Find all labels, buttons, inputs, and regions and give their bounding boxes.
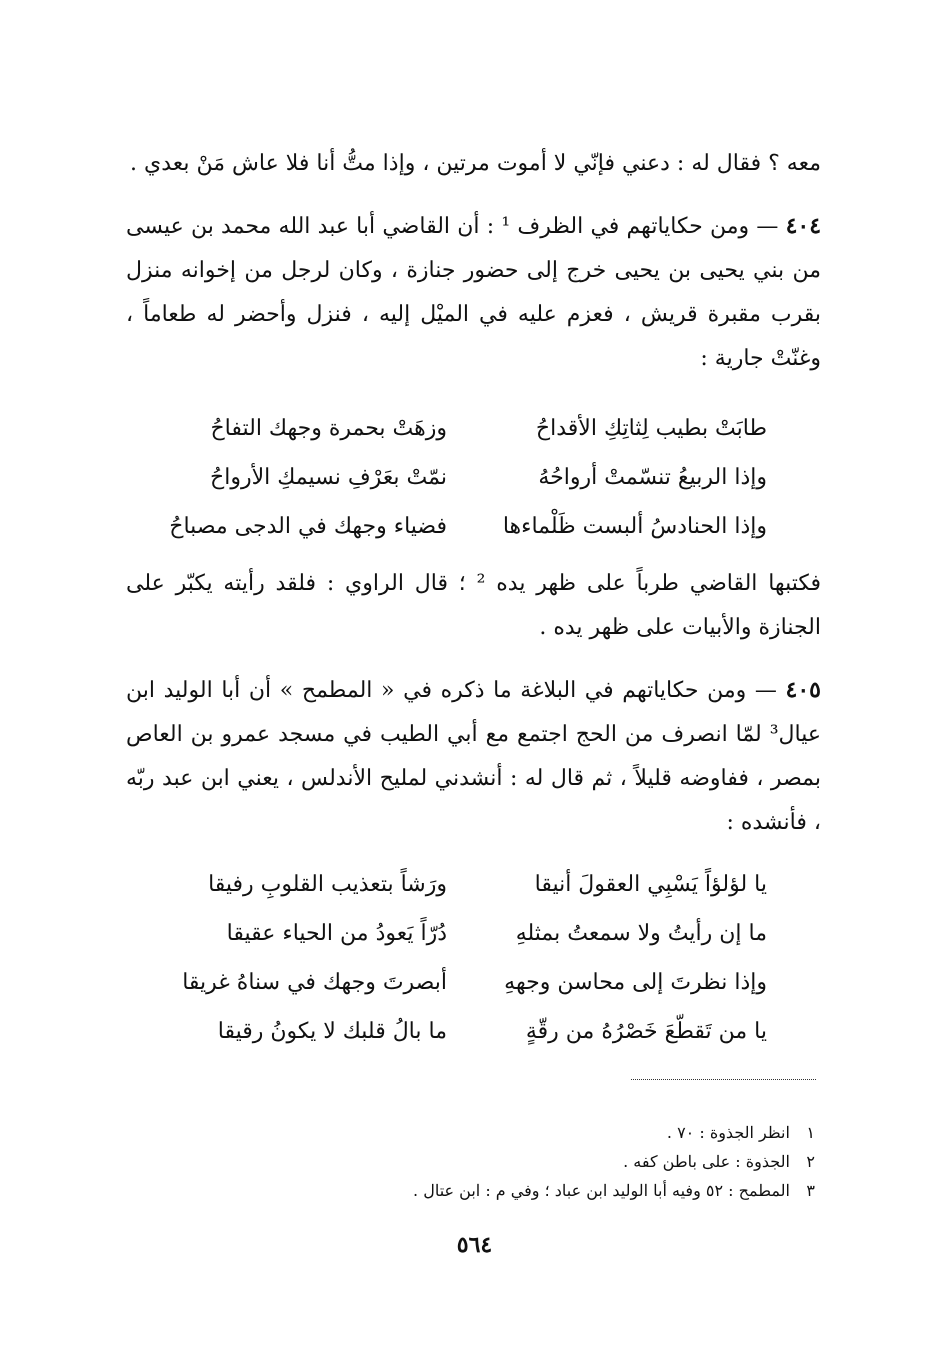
verse-second-hemistich: دُرّاً يَعودُ من الحياء عقيقا	[226, 921, 447, 946]
verse-second-hemistich: نمّتْ بعَرْفِ نسيمكِ الأرواحُ	[210, 465, 447, 490]
verse-first-hemistich: وإذا الربيعُ تنسّمتْ أرواحُهُ	[538, 465, 767, 490]
footnote-number: ٣	[806, 1181, 815, 1200]
paragraph-405	[126, 668, 821, 845]
page-number: ٥٦٤	[456, 1232, 493, 1258]
verse-second-hemistich: فضياء وجهك في الدجى مصباحُ	[169, 514, 447, 539]
paragraph-404	[126, 204, 821, 381]
verse-line	[167, 453, 767, 502]
verse-first-hemistich: ما إن رأيتُ ولا سمعتُ بمثلهِ	[515, 921, 767, 946]
verse-line	[167, 1007, 767, 1056]
paragraph-number: ٤٠٤	[785, 213, 822, 239]
paragraph-continuation	[126, 142, 821, 186]
verse-second-hemistich: وزهَتْ بحمرة وجهك التفاحُ	[210, 416, 447, 441]
verse-line	[167, 502, 767, 551]
footnote-number: ١	[806, 1123, 815, 1142]
verse-second-hemistich: أبصرتَ وجهك في سناهُ غريقا	[182, 970, 447, 995]
footnotes	[135, 1118, 815, 1205]
paragraph-number: ٤٠٥	[785, 677, 821, 703]
verse-line	[167, 404, 767, 453]
footnote	[135, 1147, 815, 1176]
footnote-divider	[631, 1079, 816, 1080]
verse-first-hemistich: وإذا الحنادسُ ألبست ظَلْماءها	[502, 514, 767, 539]
footnote	[135, 1176, 815, 1205]
verse-line	[167, 860, 767, 909]
paragraph-after-poem	[126, 562, 821, 650]
verse-first-hemistich: وإذا نظرتَ إلى محاسن وجههِ	[504, 970, 767, 995]
footnote	[135, 1118, 815, 1147]
paragraph-text: فكتبها القاضي طرباً على ظهر يده ² ؛ قال الراوي : فلقد رأيته يكبّر على الجنازة والأبيات على ظهر يده .	[126, 571, 822, 640]
footnote-text: انظر الجذوة : ٧٠ .	[666, 1123, 790, 1142]
verse-first-hemistich: طابَتْ بطيب لِثاتِكِ الأقداحُ	[535, 416, 767, 441]
verse-line	[167, 958, 767, 1007]
verse-first-hemistich: يا من تَقطّعَ خَصْرُهُ من رقّةٍ	[525, 1019, 767, 1044]
footnote-number: ٢	[806, 1152, 815, 1171]
verse-first-hemistich: يا لؤلؤاً يَسْبِي العقولَ أنيقا	[534, 872, 767, 897]
verse-line	[167, 909, 767, 958]
footnote-text: الجذوة : على باطن كفه .	[623, 1152, 790, 1171]
paragraph-text: — ومن حكاياتهم في البلاغة ما ذكره في « المطمح » أن أبا الوليد ابن عيال³ لمّا انصرف من الحج اجتمع مع أبي الطيب في مسجد عمرو بن العاص بمصر ، ففاوضه قليلاً ، ثم قال له : أنشدني لمليح الأندلس ، يعني ابن عبد ربّه ، فأنشده :	[126, 678, 821, 835]
poem-block-2	[167, 860, 767, 1056]
paragraph-text: معه ؟ فقال له : دعني فإنّي لا أموت مرتين ، وإذا متُّ أنا فلا عاش مَنْ بعدي .	[130, 151, 821, 176]
verse-second-hemistich: ورَشاً بتعذيب القلوبِ رفيقا	[208, 872, 447, 897]
poem-block-1	[167, 404, 767, 551]
verse-second-hemistich: ما بالُ قلبك لا يكونُ رقيقا	[217, 1019, 447, 1044]
paragraph-text: — ومن حكاياتهم في الظرف ¹ : أن القاضي أبا عبد الله محمد بن عيسى من بني يحيى بن يحيى خرج إلى حضور جنازة ، وكان لرجل من إخوانه منزل بقرب مقبرة قريش ، فعزم عليه في الميْل إليه ، فنزل وأحضر له طعاماً ، وغنّتْ جارية :	[126, 214, 821, 371]
footnote-text: المطمح : ٥٢ وفيه أبا الوليد ابن عباد ؛ وفي م : ابن عتال .	[413, 1181, 790, 1200]
